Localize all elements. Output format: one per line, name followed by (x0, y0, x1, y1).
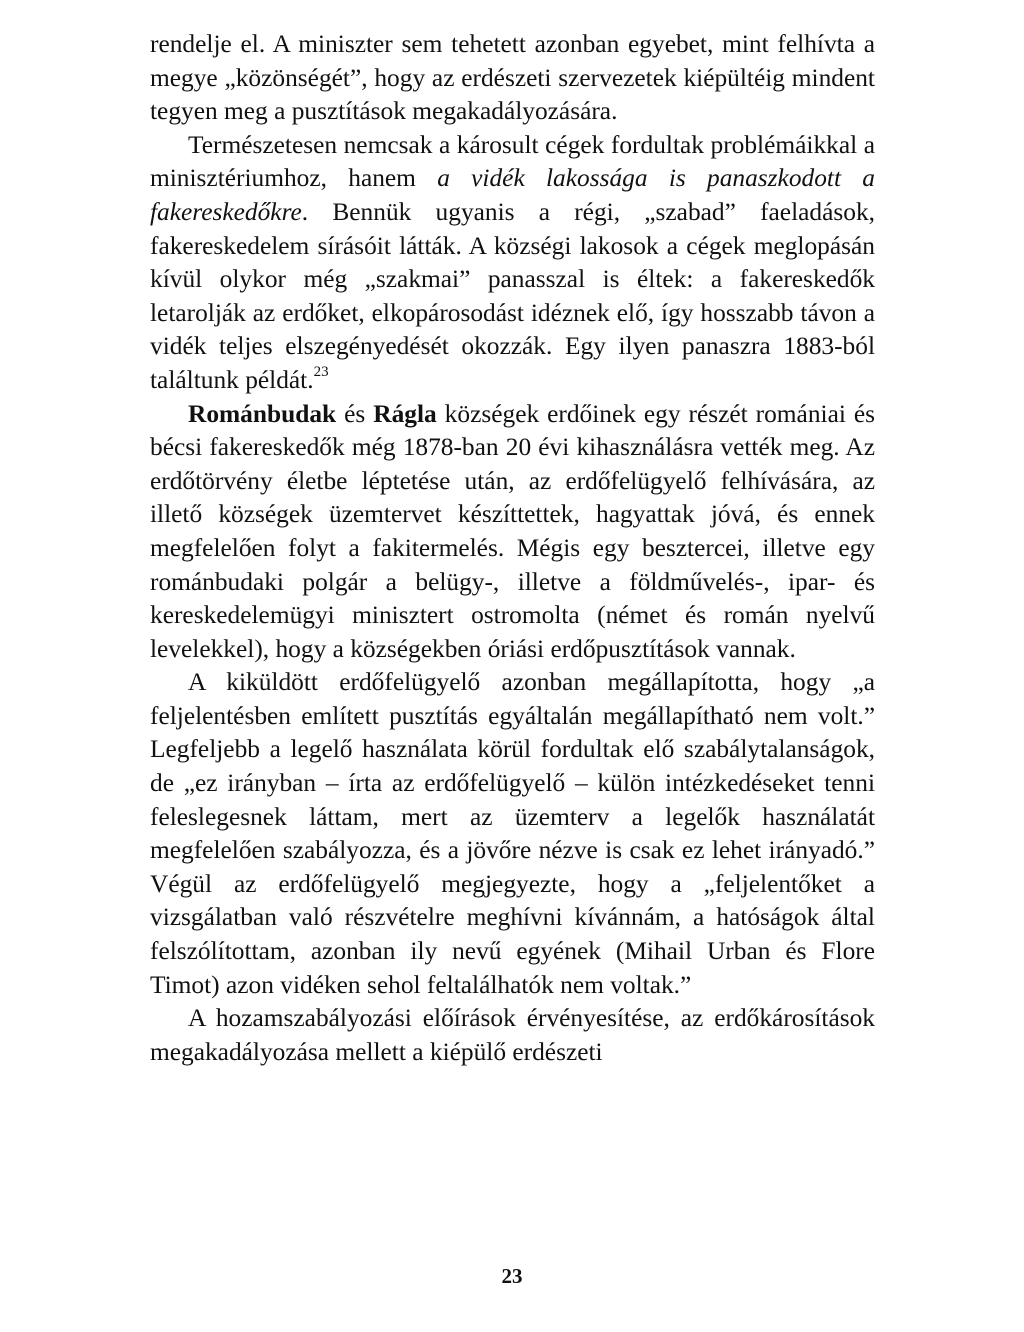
paragraph-1-text: rendelje el. A miniszter sem tehetett azonban egyebet, mint felhívta a megye „közönségét”, hogy az erdészeti szervezetek kiépültéig mindent tegyen meg a pusztítások megakadályozására. (150, 30, 875, 126)
page-body (150, 28, 875, 1069)
paragraph-4 (150, 666, 875, 1002)
paragraph-2-text-b: . Bennük ugyanis a régi, „szabad” faeladások, fakereskedelem sírásóit látták. A községi lakosok a cégek meglopásán kívül olykor még „szakmai” panasszal is éltek: a fakereskedők letarolják az erdőket, elkopárosodást idéznek elő, így hosszabb távon a vidék teljes elszegényedését okozzák. Egy ilyen panaszra 1883-ból találtunk példát. (150, 197, 875, 394)
paragraph-3-text-a: és (336, 399, 374, 428)
place-name-ragla: Rágla (373, 399, 437, 428)
paragraph-3-text-b: községek erdőinek egy részét romániai és bécsi fakereskedők még 1878-ban 20 évi kihasználásra vették meg. Az erdőtörvény életbe léptetése után, az erdőfelügyelő felhívására, az illető községek üzemtervet készíttettek, hagyattak jóvá, és ennek megfelelően folyt a fakitermelés. Mégis egy besztercei, illetve egy románbudaki polgár a belügy-, illetve a földművelés-, ipar- és kereskedelemügyi minisztert ostromolta (német és román nyelvű levelekkel), hogy a községekben óriási erdőpusztítások vannak. (150, 399, 875, 663)
paragraph-5 (150, 1002, 875, 1069)
paragraph-2-text-a: Természetesen nemcsak a károsult cégek fordultak problémáikkal a minisztériumhoz, hanem (150, 130, 875, 193)
paragraph-2-italic: a vidék lakossága is panaszkodott a fakereskedőkre (150, 164, 875, 226)
footnote-ref-23: 23 (313, 363, 329, 380)
paragraph-2 (150, 129, 875, 398)
paragraph-3 (150, 398, 875, 667)
paragraph-5-text: A hozamszabályozási előírások érvényesítése, az erdőkárosítások megakadályozása mellett a kiépülő erdészeti (150, 1004, 875, 1066)
paragraph-4-text: A kiküldött erdőfelügyelő azonban megállapította, hogy „a feljelentésben említett pusztítás egyáltalán megállapítható nem volt.” Legfeljebb a legelő használata körül fordultak elő szabálytalanságok, de „ez irányban – írta az erdőfelügyelő – külön intézkedéseket tenni feleslegesnek láttam, mert az üzemterv a legelők használatát megfelelően szabályozza, és a jövőre nézve is csak ez lehet irányadó.” Végül az erdőfelügyelő megjegyezte, hogy a „feljelentőket a vizsgálatban való részvételre meghívni kívánnám, a hatóságok által felszólítottam, azonban ily nevű egyének (Mihail Urban és Flore Timot) azon vidéken sehol feltalálhatók nem voltak.” (150, 668, 875, 999)
page-number: 23 (501, 1264, 523, 1288)
paragraph-1 (150, 28, 875, 129)
place-name-romanbudak: Románbudak (188, 399, 337, 428)
